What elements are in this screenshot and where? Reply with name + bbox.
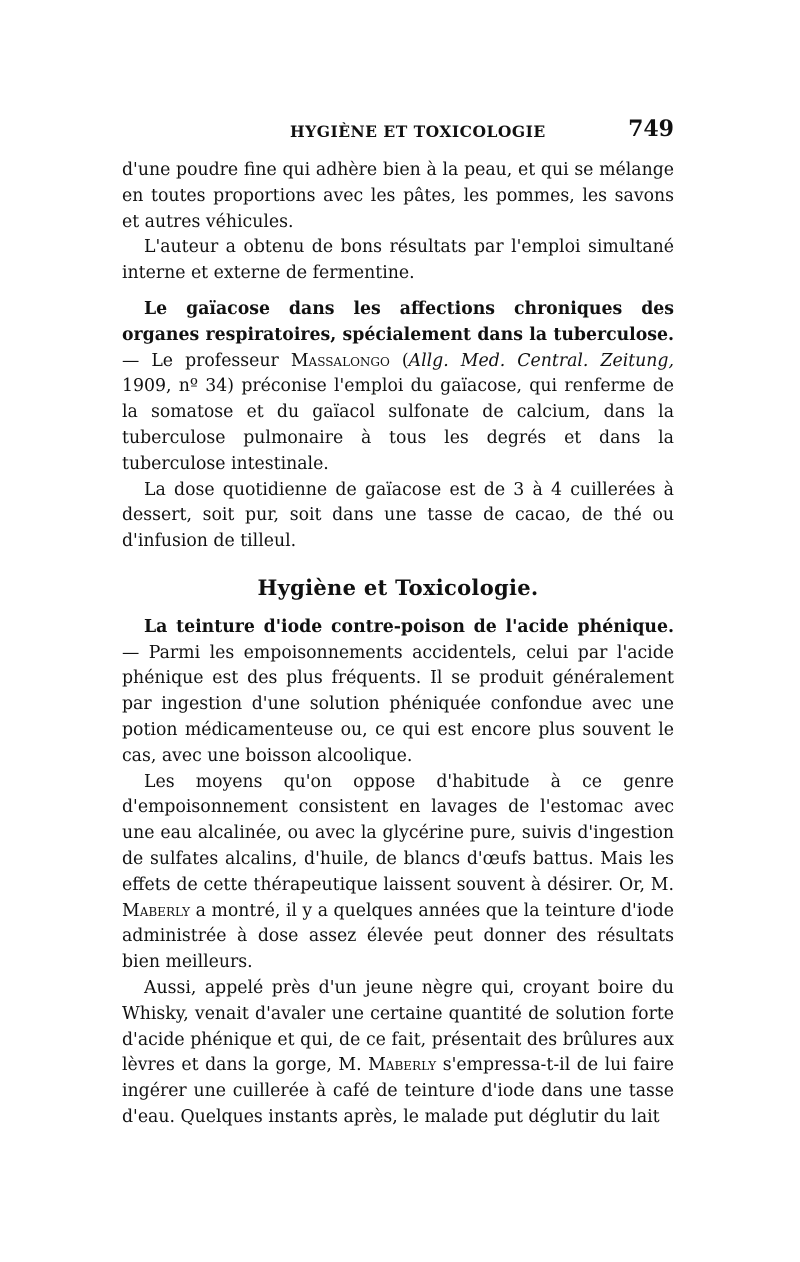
paragraph-2: L'auteur a obtenu de bons résultats par l'emploi simultané interne et externe de fermentine.	[122, 237, 674, 284]
article-heading-iode: La teinture d'iode contre-poison de l'acide phénique.	[144, 616, 674, 637]
paragraph-1: d'une poudre fine qui adhère bien à la peau, et qui se mélange en toutes proportions avec les pâtes, les pommes, les savons et autres véhicules.	[122, 160, 674, 232]
page-header	[122, 116, 674, 142]
article-heading-gaiacose: Le gaïacose dans les affections chroniques des organes respiratoires, spécialement dans la tuberculose.	[122, 298, 674, 345]
body-text	[122, 158, 674, 1131]
p3-text: préconise l'emploi du gaïacose, qui renferme de la somatose et du gaïacol sulfonate de calcium, dans la tuberculose pulmonaire à tous les degrés et dans la tuberculose intestinale.	[122, 376, 674, 474]
p3-dash: — Le professeur	[122, 350, 291, 371]
p7-text-2: s'empressa-t-il de lui faire ingérer une cuillerée à café de teinture d'iode dans une tasse d'eau. Quelques instants après, le malade put déglutir du lait	[122, 1055, 674, 1127]
journal-title: Allg. Med. Central. Zeitung,	[408, 350, 674, 371]
author-massalongo: Massalongo	[290, 350, 390, 371]
p5-text: — Parmi les empoisonnements accidentels, celui par l'acide phénique est des plus fréquents. Il se produit généralement par ingestion d'une solution phéniquée confondue avec une potion médicamenteuse ou, ce qui est encore plus souvent le cas, avec une boisson alcoolique.	[122, 642, 674, 766]
p6-text-2: a montré, il y a quelques années que la teinture d'iode administrée à dose assez élevée peut donner des résultats bien meilleurs.	[122, 900, 674, 973]
paragraph-6	[122, 770, 674, 976]
paragraph-7	[122, 976, 674, 1131]
author-maberly: Maberly	[122, 900, 191, 921]
p3-paren: (	[389, 350, 409, 371]
paragraph-4: La dose quotidienne de gaïacose est de 3 à 4 cuillerées à dessert, soit pur, soit dans une tasse de cacao, de thé ou d'infusion de tilleul.	[122, 479, 674, 552]
author-maberly-2: Maberly	[368, 1055, 437, 1076]
running-title: HYGIÈNE ET TOXICOLOGIE	[290, 122, 546, 141]
p7-text-1: Aussi, appelé près d'un jeune nègre qui, croyant boire du Whisky, venait d'avaler une certaine quantité de solution forte d'acide phénique et qui, de ce fait, présentait des brûlures aux lèvres et dans la gorge, M.	[122, 977, 674, 1076]
paragraph-3	[122, 297, 674, 478]
section-title: Hygiène et Toxicologie.	[257, 574, 539, 600]
p6-text-1: Les moyens qu'on oppose d'habitude à ce genre d'empoisonnement consistent en lavages de l'estomac avec une eau alcalinée, ou avec la glycérine pure, suivis d'ingestion de sulfates alcalins, d'huile, de blancs d'œufs battus. Mais les effets de cette thérapeutique laissent souvent à désirer. Or, M.	[122, 771, 674, 895]
journal-ref: 1909, nº 34)	[122, 376, 235, 397]
paragraph-5	[122, 615, 674, 770]
page-number: 749	[628, 116, 674, 142]
